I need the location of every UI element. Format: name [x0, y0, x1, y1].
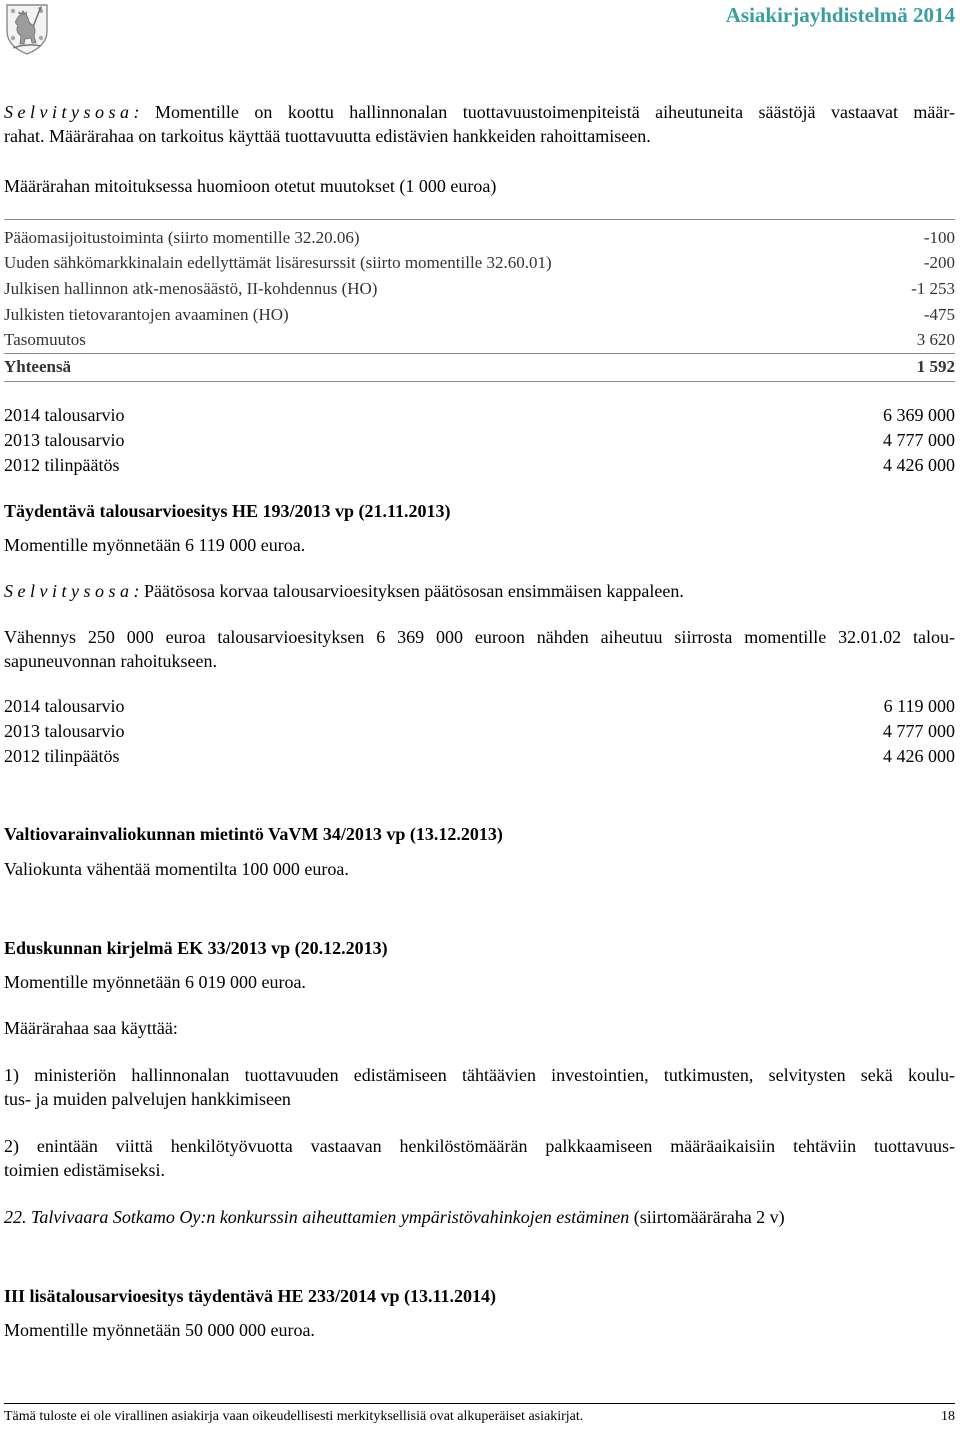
usage-item-1-line-2: tus- ja muiden palvelujen hankkimiseen [4, 1089, 291, 1109]
usage-item-1-line-1: 1) ministeriön hallinnonalan tuottavuuden edistämiseen tähtäävien investointien, tutkimusten, selvitysten sekä koulu- [4, 1065, 955, 1085]
next-item-name: 22. Talvivaara Sotkamo Oy:n konkurssin aiheuttamien ympäristövahinkojen estäminen [4, 1207, 630, 1227]
committee-heading: Valtiovarainvaliokunnan mietintö VaVM 34/2013 vp (13.12.2013) [4, 824, 503, 844]
total-label: Yhteensä [4, 357, 72, 376]
budget-figure-row [4, 428, 955, 452]
explanation-label: S e l v i t y s o s a : [4, 581, 140, 601]
table-row [4, 303, 955, 327]
table-row [4, 277, 955, 301]
table-top-rule [4, 219, 955, 220]
row-value: -200 [923, 253, 955, 272]
next-item-appropriation-type: (siirtomääräraha 2 v) [633, 1207, 785, 1227]
budget-figure-label: 2013 talousarvio [4, 430, 125, 450]
budget-figure-value: 4 777 000 [883, 430, 955, 450]
table-row [4, 251, 955, 275]
budget-figure-label: 2012 tilinpäätös [4, 746, 120, 766]
budget-figure-row [4, 719, 955, 743]
budget-figure-value: 6 119 000 [883, 696, 955, 716]
reduction-line-2: sapuneuvonnan rahoitukseen. [4, 651, 217, 671]
budget-figure-label: 2014 talousarvio [4, 405, 125, 425]
changes-heading: Määrärahan mitoituksessa huomioon otetut muutokset (1 000 euroa) [4, 176, 497, 196]
budget-figure-label: 2014 talousarvio [4, 696, 125, 716]
row-label: Julkisten tietovarantojen avaaminen (HO) [4, 305, 289, 324]
footer-disclaimer: Tämä tuloste ei ole virallinen asiakirja vaan oikeudellisesti merkityksellisiä ovat alkuperäiset asiakirjat. [4, 1409, 584, 1424]
row-value: -475 [923, 305, 955, 324]
third-supplementary-grant: Momentille myönnetään 50 000 000 euroa. [4, 1320, 315, 1340]
budget-figure-value: 4 426 000 [883, 455, 955, 475]
total-value: 1 592 [916, 357, 955, 376]
explanation-text: Päätösosa korvaa talousarvioesityksen päätösosan ensimmäisen kappaleen. [143, 581, 684, 601]
explanation-text-2: rahat. Määrärahaa on tarkoitus käyttää tuottavuutta edistävien hankkeiden rahoittamiseen. [4, 126, 651, 146]
usage-intro: Määrärahaa saa käyttää: [4, 1018, 178, 1038]
committee-text: Valiokunta vähentää momentilta 100 000 euroa. [4, 859, 349, 879]
budget-figure-row [4, 694, 955, 718]
explanation-text-1: Momentille on koottu hallinnonalan tuottavuustoimenpiteistä aiheutuneita säästöjä vastaavat määr- [154, 102, 955, 122]
row-value: -1 253 [911, 279, 955, 298]
table-total-row [4, 355, 955, 379]
third-supplementary-heading: III lisätalousarvioesitys täydentävä HE 233/2014 vp (13.11.2014) [4, 1286, 497, 1306]
table-row [4, 328, 955, 352]
parliament-grant: Momentille myönnetään 6 019 000 euroa. [4, 972, 306, 992]
row-value: 3 620 [916, 330, 955, 349]
budget-figure-row [4, 453, 955, 477]
row-label: Julkisen hallinnon atk-menosäästö, II-kohdennus (HO) [4, 279, 378, 298]
supplementary-heading: Täydentävä talousarvioesitys HE 193/2013 vp (21.11.2013) [4, 501, 451, 521]
row-label: Tasomuutos [4, 330, 86, 349]
budget-figure-row [4, 403, 955, 427]
budget-figure-value: 4 426 000 [883, 746, 955, 766]
parliament-heading: Eduskunnan kirjelmä EK 33/2013 vp (20.12.2013) [4, 938, 388, 958]
table-row [4, 226, 955, 250]
table-bottom-rule [4, 381, 955, 382]
supplementary-explanation [4, 579, 955, 603]
budget-figure-value: 6 369 000 [883, 405, 955, 425]
footer [4, 1408, 955, 1426]
document-title: Asiakirjayhdistelmä 2014 [725, 3, 955, 27]
next-item-title [4, 1205, 955, 1229]
usage-item-2-line-2: toimien edistämiseksi. [4, 1160, 165, 1180]
row-label: Pääomasijoitustoiminta (siirto momentille 32.20.06) [4, 228, 360, 247]
budget-figure-label: 2013 talousarvio [4, 721, 125, 741]
row-label: Uuden sähkömarkkinalain edellyttämät lisäresurssit (siirto momentille 32.60.01) [4, 253, 552, 272]
explanation-label: S e l v i t y s o s a : [4, 102, 140, 122]
budget-figure-value: 4 777 000 [883, 721, 955, 741]
coat-of-arms-icon [4, 2, 50, 56]
page-number: 18 [941, 1409, 955, 1424]
table-total-rule [4, 353, 955, 354]
reduction-line-1: Vähennys 250 000 euroa talousarvioesityksen 6 369 000 euroon nähden aiheutuu siirrosta momentille 32.01.02 talou- [4, 627, 955, 647]
budget-figure-row [4, 744, 955, 768]
usage-item-2-line-1: 2) enintään viittä henkilötyövuotta vastaavan henkilöstömäärän palkkaamiseen määräaikaisiin tehtäviin tuottavuus- [4, 1136, 955, 1156]
footer-rule [4, 1403, 955, 1404]
explanation-line-1 [4, 100, 955, 124]
budget-figure-label: 2012 tilinpäätös [4, 455, 120, 475]
supplementary-grant: Momentille myönnetään 6 119 000 euroa. [4, 535, 306, 555]
row-value: -100 [923, 228, 955, 247]
